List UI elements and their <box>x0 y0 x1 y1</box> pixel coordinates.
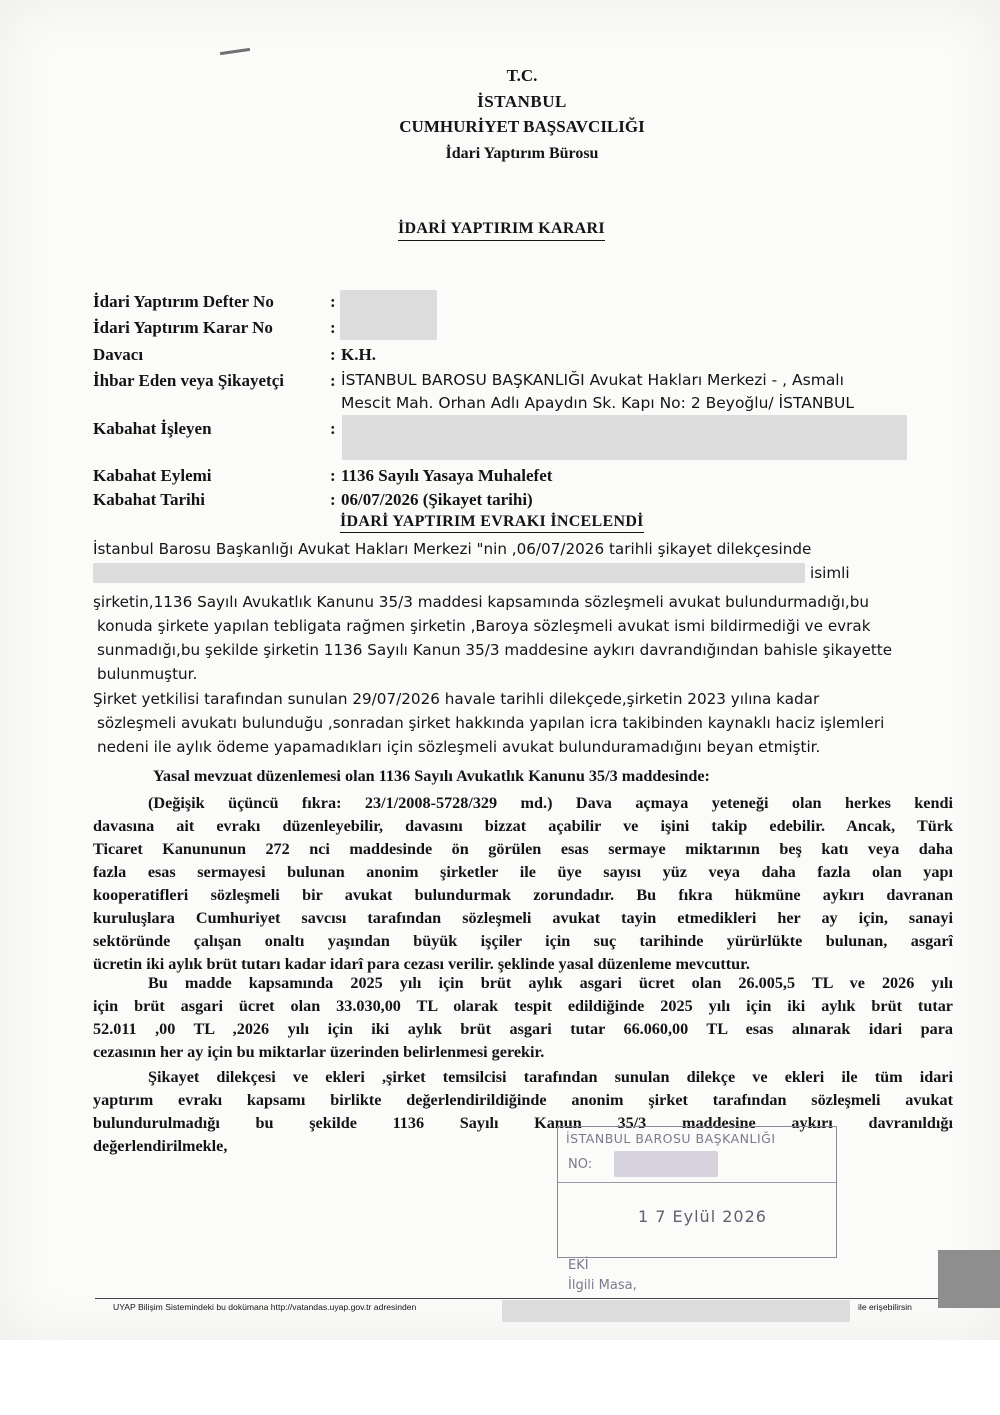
kabahat-tarihi-value: 06/07/2026 (Şikayet tarihi) <box>341 490 533 509</box>
corner-redaction <box>938 1250 1000 1308</box>
law-heading: Yasal mevzuat düzenlemesi olan 1136 Sayılı Avukatlık Kanunu 35/3 maddesinde: <box>153 767 710 785</box>
law-line: fazla esas sermayesi bulunan anonim şirketler ile üye sayısı yüz veya daha fazla olan yapı <box>93 863 953 881</box>
body-line: Şirket yetkilisi tarafından sunulan 29/07/2026 havale tarihli dilekçede,şirketin 2023 yılına kadar <box>93 690 820 708</box>
stamp-divider <box>558 1182 836 1183</box>
law-line: davasına ait evrakı düzenleyebilir, davasını bizzat açabilir ve işini takip edebilir. Ancak, Türk <box>93 817 953 835</box>
body-line: sunmadığı,bu şekilde şirketin 1136 Sayılı Kanun 35/3 maddesine aykırı davrandığından bahisle şikayette <box>97 641 893 659</box>
footer-rule <box>95 1298 953 1299</box>
body-line: isimli <box>810 564 850 582</box>
karar-no-label: İdari Yaptırım Karar No <box>93 318 273 337</box>
calc-line: Bu madde kapsamında 2025 yılı için brüt aylık asgari ücret olan 26.005,5 TL ve 2026 yılı <box>148 974 953 992</box>
redacted-stamp-number <box>614 1151 718 1177</box>
header-office: CUMHURİYET BAŞSAVCILIĞI <box>399 117 645 136</box>
stamp-ek-label: EKİ <box>568 1258 589 1273</box>
scan-mark <box>220 48 250 55</box>
law-line: (Değişik üçüncü fıkra: 23/1/2008-5728/329 md.) Dava açmaya yeteneği olan herkes kendi <box>148 794 953 812</box>
redacted-company <box>93 563 805 583</box>
eval-line: bulundurulmadığı bu şekilde 1136 Sayılı Kanun 35/3 maddesine aykırı davranıldığı <box>93 1114 953 1132</box>
ihbar-value-line1: İSTANBUL BAROSU BAŞKANLIĞI Avukat Hakları Merkezi - , Asmalı <box>341 371 844 389</box>
kabahat-eylemi-colon: : <box>330 466 336 485</box>
stamp-title: İSTANBUL BAROSU BAŞKANLIĞI <box>566 1131 776 1146</box>
ihbar-value-line2: Mescit Mah. Orhan Adlı Apaydın Sk. Kapı No: 2 Beyoğlu/ İSTANBUL <box>341 394 855 412</box>
kabahat-isleyen-colon: : <box>330 419 336 438</box>
ihbar-label: İhbar Eden veya Şikayetçi <box>93 371 284 390</box>
body-line: sözleşmeli avukatı bulunduğu ,sonradan şirket hakkında yapılan icra takibinden kaynaklı haciz işlemleri <box>97 714 885 732</box>
stamp-date: 1 7 Eylül 2026 <box>638 1207 767 1226</box>
law-line: sektöründe çalışan onaltı yaşından büyük işçiler için suç tarihinde yürürlükte bulunan, asgarî <box>93 932 953 950</box>
stamp-no-label: NO: <box>568 1157 593 1172</box>
header-city: İSTANBUL <box>477 92 567 111</box>
calc-line: için brüt asgari ücret olan 33.030,00 TL olarak tespit edildiğinde 2025 yılı için iki aylık brüt tutar <box>93 997 953 1015</box>
footer-end-text: ile erişebilirsin <box>858 1302 912 1312</box>
defter-no-label: İdari Yaptırım Defter No <box>93 292 274 311</box>
received-stamp <box>557 1126 837 1258</box>
kabahat-tarihi-colon: : <box>330 490 336 509</box>
stamp-ilgili-label: İlgili Masa, <box>568 1278 637 1293</box>
body-line: bulunmuştur. <box>97 665 198 683</box>
calc-line: 52.011 ,00 TL ,2026 yılı için iki aylık brüt asgari tutar 66.060,00 TL esas alınarak idari para <box>93 1020 953 1038</box>
kabahat-tarihi-label: Kabahat Tarihi <box>93 490 205 509</box>
law-line: kooperatifleri sözleşmeli bir avukat bulundurmak zorundadır. Bu fıkra hükmüne aykırı davranan <box>93 886 953 904</box>
body-line: şirketin,1136 Sayılı Avukatlık Kanunu 35/3 maddesi kapsamında sözleşmeli avukat bulundurmadığı,bu <box>93 593 870 611</box>
kabahat-isleyen-label: Kabahat İşleyen <box>93 419 212 438</box>
body-line: konuda şirkete yapılan tebligata rağmen şirketin ,Baroya sözleşmeli avukat ismi bildirmediği ve evrak <box>97 617 871 635</box>
davaci-label: Davacı <box>93 345 144 364</box>
eval-line: değerlendirilmekle, <box>93 1137 228 1155</box>
header-bureau: İdari Yaptırım Bürosu <box>445 145 599 162</box>
eval-line: Şikayet dilekçesi ve ekleri ,şirket temsilcisi tarafından sunulan dilekçe ve ekleri ile tüm idari <box>148 1068 953 1086</box>
section-title: İDARİ YAPTIRIM EVRAKI İNCELENDİ <box>340 513 644 533</box>
ihbar-colon: : <box>330 371 336 390</box>
redacted-numbers <box>340 290 437 340</box>
karar-no-colon: : <box>330 318 336 337</box>
kabahat-eylemi-value: 1136 Sayılı Yasaya Muhalefet <box>341 466 553 485</box>
header-tc: T.C. <box>506 66 538 85</box>
body-line: nedeni ile aylık ödeme yapamadıkları için sözleşmeli avukat bulunduramadığını beyan etmiştir. <box>97 738 821 756</box>
body-line: İstanbul Barosu Başkanlığı Avukat Hakları Merkezi "nin ,06/07/2026 tarihli şikayet dilekçesinde <box>93 540 812 558</box>
redacted-offender <box>342 415 907 460</box>
footer-text: UYAP Bilişim Sistemindeki bu dokümana http://vatandas.uyap.gov.tr adresinden <box>113 1302 417 1312</box>
redacted-footer-code <box>502 1300 850 1322</box>
law-line: ücretin iki aylık brüt tutarı kadar idarî para cezası verilir. şeklinde yasal düzenleme mevcuttur. <box>93 955 750 973</box>
document-title: İDARİ YAPTIRIM KARARI <box>398 220 605 241</box>
law-line: kuruluşlara Cumhuriyet savcısı tarafından sözleşmeli avukat tayin etmedikleri her ay için, sanayi <box>93 909 953 927</box>
law-line: Ticaret Kanununun 272 nci maddesinde ön görülen esas sermaye miktarının beş katı veya daha <box>93 840 953 858</box>
eval-line: yaptırım evrakı kapsamı birlikte değerlendirildiğinde anonim şirket tarafından sözleşmeli avukat <box>93 1091 953 1109</box>
calc-line: cezasının her ay için bu miktarlar üzerinden belirlenmesi gerekir. <box>93 1043 545 1061</box>
defter-no-colon: : <box>330 292 336 311</box>
davaci-colon: : <box>330 345 336 364</box>
davaci-value: K.H. <box>341 345 376 364</box>
kabahat-eylemi-label: Kabahat Eylemi <box>93 466 212 485</box>
